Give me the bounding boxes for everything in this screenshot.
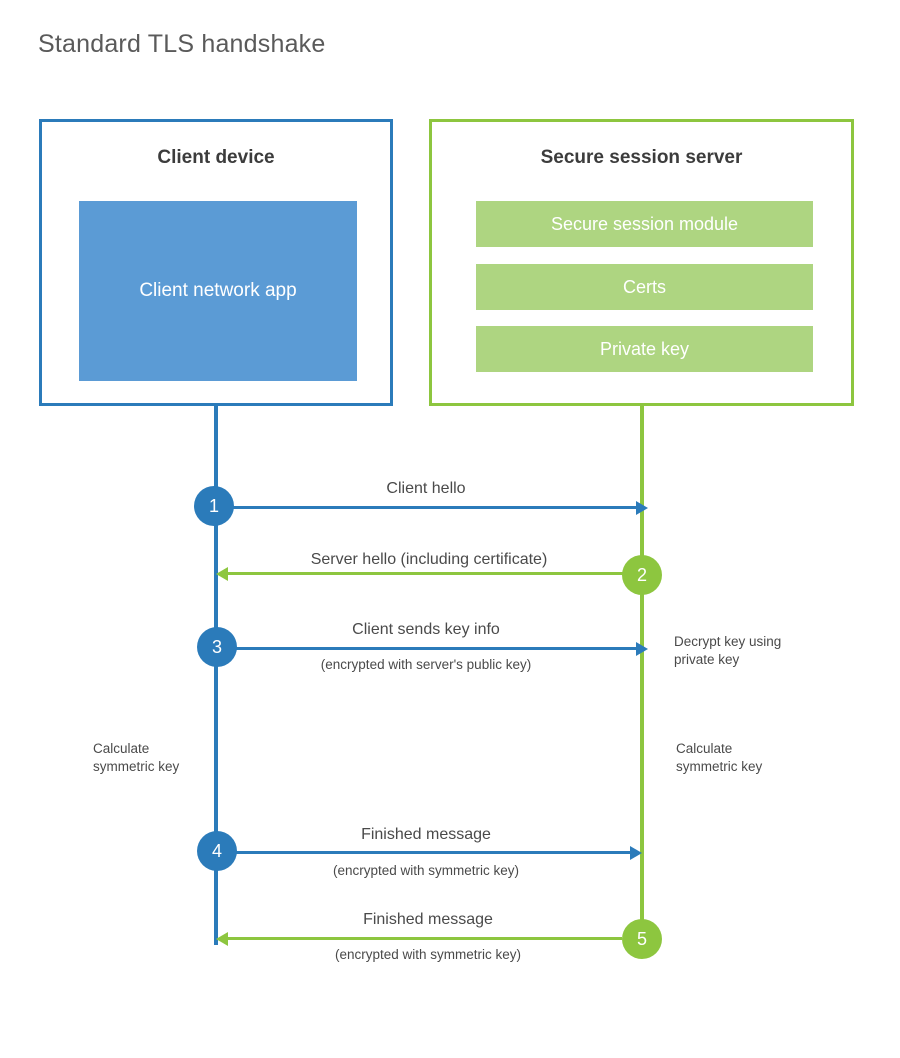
note-server-calc-line1: Calculate — [676, 741, 733, 756]
server-block-private-key: Private key — [476, 326, 813, 372]
step-4-sublabel: (encrypted with symmetric key) — [332, 863, 520, 878]
step-badge-1: 1 — [194, 486, 234, 526]
note-client-calculate-symmetric-key — [93, 740, 179, 776]
step-badge-2: 2 — [622, 555, 662, 595]
step-5-arrow-line — [220, 937, 622, 940]
step-badge-5: 5 — [622, 919, 662, 959]
step-3-sublabel: (encrypted with server's public key) — [320, 657, 532, 672]
step-3-arrow-line — [216, 647, 640, 650]
step-5-label: Finished message — [363, 911, 493, 928]
step-2-label: Server hello (including certificate) — [310, 551, 548, 568]
secure-session-server-box — [429, 119, 854, 406]
step-3-label: Client sends key info — [352, 621, 500, 638]
note-client-calc-line2: symmetric key — [93, 759, 180, 775]
step-3-arrow-head-icon — [636, 642, 648, 656]
step-1-arrow-head-icon — [636, 501, 648, 515]
step-2-arrow-line — [220, 572, 638, 575]
server-block-secure-session-module: Secure session module — [476, 201, 813, 247]
server-block-certs: Certs — [476, 264, 813, 310]
note-decrypt-key — [674, 633, 781, 669]
step-5-sublabel: (encrypted with symmetric key) — [334, 947, 522, 962]
step-1-label: Client hello — [386, 480, 466, 497]
step-4-arrow-line — [216, 851, 636, 854]
client-device-title: Client device — [157, 147, 275, 168]
step-5-arrow-head-icon — [216, 932, 228, 946]
note-client-calc-line1: Calculate — [93, 741, 150, 756]
page-title: Standard TLS handshake — [38, 30, 326, 58]
step-badge-3: 3 — [197, 627, 237, 667]
step-4-label: Finished message — [361, 826, 491, 843]
note-decrypt-key-line2: private key — [674, 652, 740, 668]
step-4-arrow-head-icon — [630, 846, 642, 860]
client-network-app-block: Client network app — [79, 201, 357, 381]
secure-session-server-title: Secure session server — [540, 147, 743, 168]
client-device-box — [39, 119, 393, 406]
step-1-arrow-line — [216, 506, 636, 509]
note-decrypt-key-line1: Decrypt key using — [674, 634, 782, 649]
step-badge-4: 4 — [197, 831, 237, 871]
note-server-calc-line2: symmetric key — [676, 759, 763, 775]
note-server-calculate-symmetric-key — [676, 740, 762, 776]
